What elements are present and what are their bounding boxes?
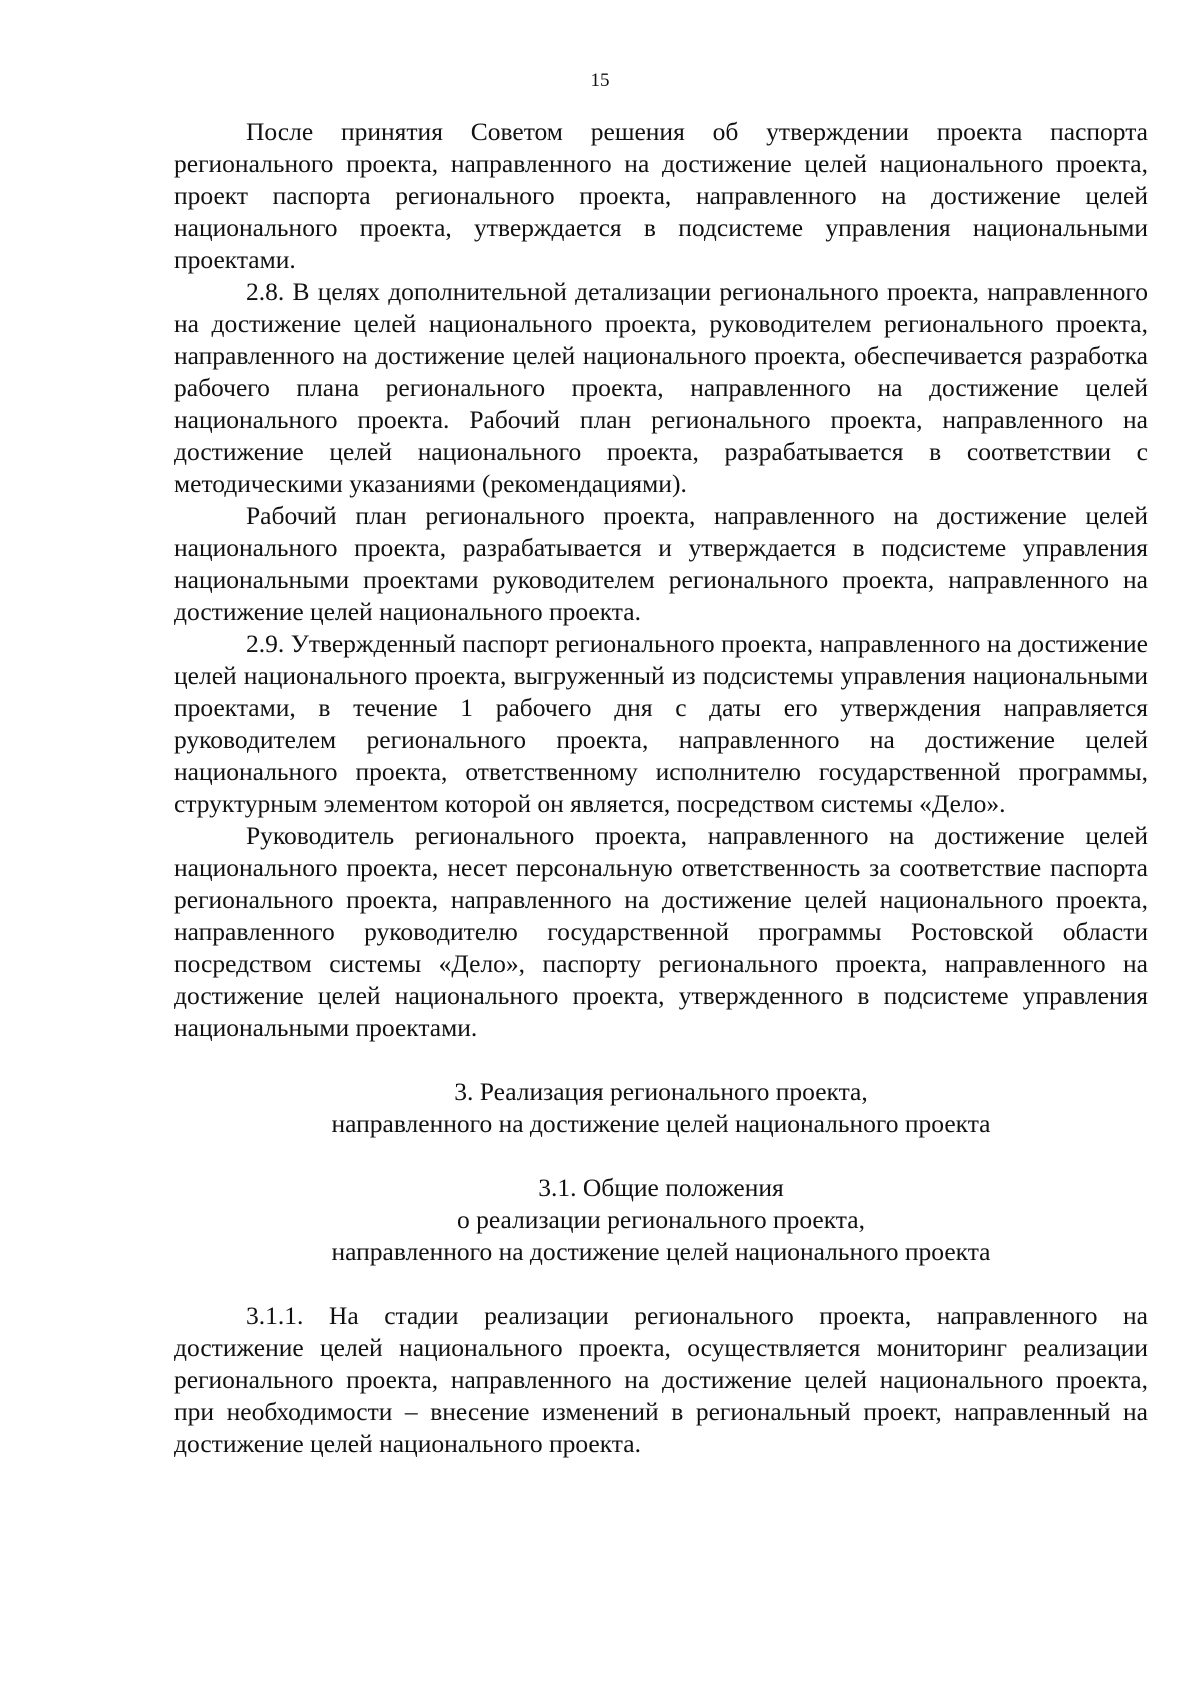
subsection-heading [174, 1172, 1148, 1268]
subsection-heading-line-3: направленного на достижение целей национального проекта [331, 1237, 991, 1266]
subsection-heading-line-2: о реализации регионального проекта, [457, 1205, 865, 1234]
paragraph-2-8: 2.8. В целях дополнительной детализации регионального проекта, направленного на достижение целей национального проекта, руководителем регионального проекта, направленного на достижение целей национального проекта, обеспечивается разработка рабочего плана регионального проекта, направленного на достижение целей национального проекта. Рабочий план регионального проекта, направленного на достижение целей национального проекта, разрабатывается в соответствии с методическими указаниями (рекомендациями). [174, 277, 1148, 498]
section-heading-line-2: направленного на достижение целей национального проекта [331, 1109, 991, 1138]
paragraph-work-plan: Рабочий план регионального проекта, направленного на достижение целей национального проекта, разрабатывается и утверждается в подсистеме управления национальными проектами руководителем регионального проекта, направленного на достижение целей национального проекта. [174, 501, 1148, 626]
paragraph-2-9: 2.9. Утвержденный паспорт регионального проекта, направленного на достижение целей национального проекта, выгруженный из подсистемы управления национальными проектами, в течение 1 рабочего дня с даты его утверждения направляется руководителем регионального проекта, направленного на достижение целей национального проекта, ответственному исполнителю государственной программы, структурным элементом которой он является, посредством системы «Дело». [174, 629, 1148, 818]
paragraph-3-1-1: 3.1.1. На стадии реализации регионального проекта, направленного на достижение целей национального проекта, осуществляется мониторинг реализации регионального проекта, направленного на достижение целей национального проекта, при необходимости – внесение изменений в региональный проект, направленный на достижение целей национального проекта. [174, 1301, 1148, 1458]
page-number: 15 [590, 70, 610, 91]
paragraph-responsibility: Руководитель регионального проекта, направленного на достижение целей национального проекта, несет персональную ответственность за соответствие паспорта регионального проекта, направленного на достижение целей национального проекта, направленного руководителю государственной программы Ростовской области посредством системы «Дело», паспорту регионального проекта, направленного на достижение целей национального проекта, утвержденного в подсистеме управления национальными проектами. [174, 821, 1148, 1042]
paragraph-passport-approval: После принятия Советом решения об утверждении проекта паспорта регионального проекта, направленного на достижение целей национального проекта, проект паспорта регионального проекта, направленного на достижение целей национального проекта, утверждается в подсистеме управления национальными проектами. [174, 117, 1148, 274]
subsection-heading-line-1: 3.1. Общие положения [538, 1173, 784, 1202]
section-heading [174, 1076, 1148, 1140]
document-body [174, 116, 1148, 1460]
section-heading-line-1: 3. Реализация регионального проекта, [454, 1077, 868, 1106]
